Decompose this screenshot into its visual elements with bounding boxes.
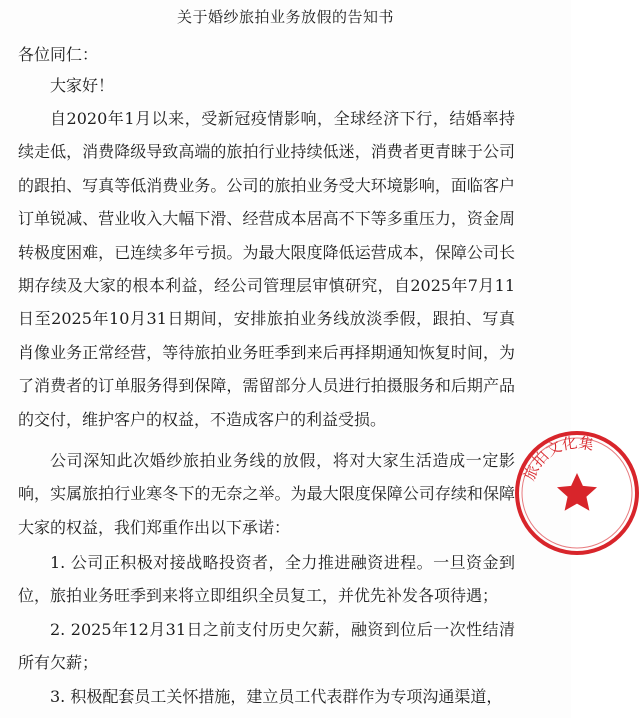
commitment-item-2: 2. 2025年12月31日之前支付历史欠薪，融资到位后一次性结清所有欠薪； (18, 620, 515, 673)
company-seal (512, 428, 642, 558)
greeting: 大家好！ (50, 76, 115, 95)
document-title: 关于婚纱旅拍业务放假的告知书 (176, 8, 394, 26)
commitment-item-3: 3. 积极配套员工关怀措施，建立员工代表群作为专项沟通渠道， (50, 687, 503, 706)
commitment-item-1: 1. 公司正积极对接战略投资者，全力推进融资进程。一旦资金到位，旅拍业务旺季到来将立即组织全员复工，并优先补发各项待遇； (18, 553, 515, 606)
paragraph-situation: 自2020年1月以来，受新冠疫情影响，全球经济下行，结婚率持续走低，消费降级导致高端的旅拍行业持续低迷，消费者更青睐于公司的跟拍、写真等低消费业务。公司的旅拍业务受大环境影响，面临客户订单锐减、营业收入大幅下滑、经营成本居高不下等多重压力，资金周转极度困难，已连续多年亏损。为最大限度降低运营成本，保障公司长期存续及大家的根本利益，经公司管理层审慎研究，自2025年7月11日至2025年10月31日期间，安排旅拍业务线放淡季假，跟拍、写真肖像业务正常经营，等待旅拍业务旺季到来后再择期通知恢复时间，为了消费者的订单服务得到保障，需留部分人员进行拍摄服务和后期产品的交付，维护客户的权益，不造成客户的利益受损。 (18, 109, 515, 429)
seal-text: 旅拍文化集 (520, 433, 596, 484)
seal-star-icon (557, 473, 597, 511)
salutation: 各位同仁： (18, 45, 99, 64)
paragraph-commitment-intro: 公司深知此次婚纱旅拍业务线的放假，将对大家生活造成一定影响，实属旅拍行业寒冬下的无奈之举。为最大限度保障公司存续和保障大家的权益，我们郑重作出以下承诺： (18, 451, 515, 537)
